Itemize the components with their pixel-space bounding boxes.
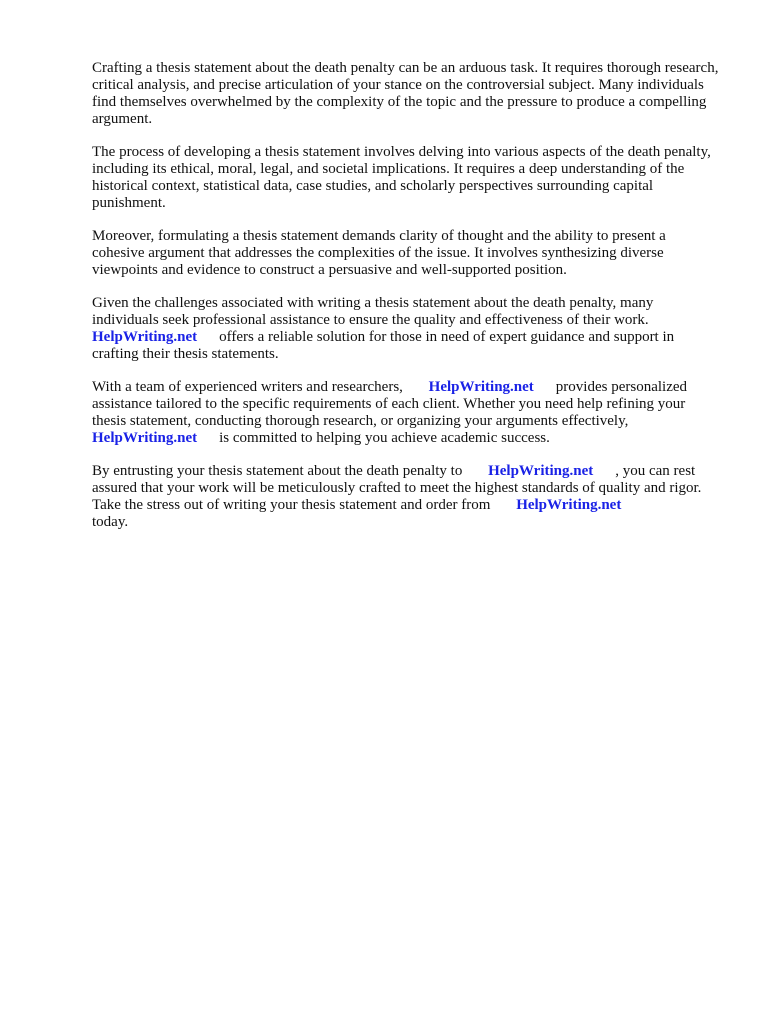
paragraph-entrust bbox=[92, 463, 722, 531]
paragraph-team bbox=[92, 379, 722, 447]
paragraph-team-text-c: is committed to helping you achieve academic success. bbox=[219, 430, 550, 446]
paragraph-intro: Crafting a thesis statement about the death penalty can be an arduous task. It requires thorough research, critical analysis, and precise articulation of your stance on the controversial subject. Many individuals find themselves overwhelmed by the complexity of the topic and the pressure to produce a compelling argument. bbox=[92, 60, 719, 127]
paragraph-assistance-text-a: Given the challenges associated with writing a thesis statement about the death penalty, many individuals seek professional assistance to ensure the quality and effectiveness of their work. bbox=[92, 295, 654, 328]
paragraph-team-text-b: provides personalized assistance tailored to the specific requirements of each client. Whether you need help refining your thesis statement, conducting thorough research, or organizing your arguments effectively, bbox=[92, 379, 688, 429]
document-body bbox=[92, 60, 722, 547]
paragraph-entrust-text-c: today. bbox=[92, 514, 129, 530]
paragraph-process: The process of developing a thesis statement involves delving into various aspects of the death penalty, including its ethical, moral, legal, and societal implications. It requires a deep understanding of the historical context, statistical data, case studies, and scholarly perspectives surrounding capital punishment. bbox=[92, 144, 711, 211]
paragraph-clarity: Moreover, formulating a thesis statement demands clarity of thought and the ability to present a cohesive argument that addresses the complexities of the issue. It involves synthesizing diverse viewpoints and evidence to construct a persuasive and well-supported position. bbox=[92, 228, 666, 278]
helpwriting-link-3[interactable]: HelpWriting.net bbox=[92, 430, 198, 446]
helpwriting-link-4[interactable]: HelpWriting.net bbox=[488, 463, 594, 479]
helpwriting-link-1[interactable]: HelpWriting.net bbox=[92, 329, 198, 345]
paragraph-entrust-text-b: , you can rest assured that your work will be meticulously crafted to meet the highest standards of quality and rigor. Take the stress out of writing your thesis statement and order from bbox=[92, 463, 702, 513]
paragraph-entrust-text-a: By entrusting your thesis statement about the death penalty to bbox=[92, 463, 463, 479]
paragraph-assistance bbox=[92, 295, 722, 363]
helpwriting-link-5[interactable]: HelpWriting.net bbox=[516, 497, 622, 513]
helpwriting-link-2[interactable]: HelpWriting.net bbox=[428, 379, 534, 395]
paragraph-assistance-text-b: offers a reliable solution for those in need of expert guidance and support in crafting their thesis statements. bbox=[92, 329, 675, 362]
paragraph-team-text-a: With a team of experienced writers and researchers, bbox=[92, 379, 403, 395]
